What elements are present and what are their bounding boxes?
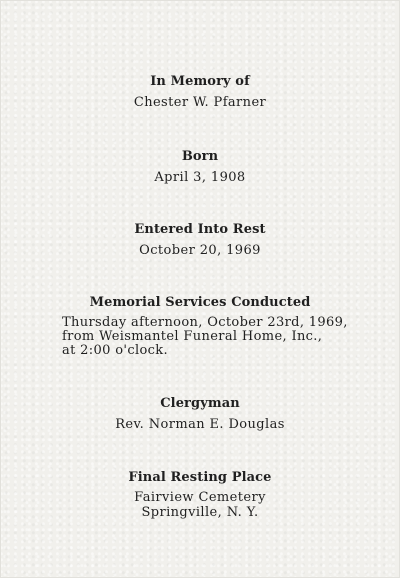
final-resting-place-heading: Final Resting Place bbox=[128, 470, 272, 485]
services-line: from Weismantel Funeral Home, Inc., bbox=[62, 329, 323, 344]
death-date: October 20, 1969 bbox=[139, 243, 261, 258]
services-line: at 2:00 o'clock. bbox=[62, 343, 168, 358]
memorial-services-details bbox=[62, 316, 362, 358]
memorial-services-heading: Memorial Services Conducted bbox=[89, 295, 311, 310]
cemetery-location: Springville, N. Y. bbox=[141, 505, 259, 520]
clergyman-heading: Clergyman bbox=[160, 396, 240, 411]
entered-into-rest-heading: Entered Into Rest bbox=[134, 222, 266, 237]
born-heading: Born bbox=[181, 149, 219, 164]
clergyman-name: Rev. Norman E. Douglas bbox=[115, 417, 285, 432]
in-memory-heading: In Memory of bbox=[150, 74, 250, 89]
cemetery-name: Fairview Cemetery bbox=[134, 490, 266, 505]
deceased-name: Chester W. Pfarner bbox=[133, 95, 267, 110]
services-line: Thursday afternoon, October 23rd, 1969, bbox=[62, 315, 348, 330]
birth-date: April 3, 1908 bbox=[154, 170, 246, 185]
